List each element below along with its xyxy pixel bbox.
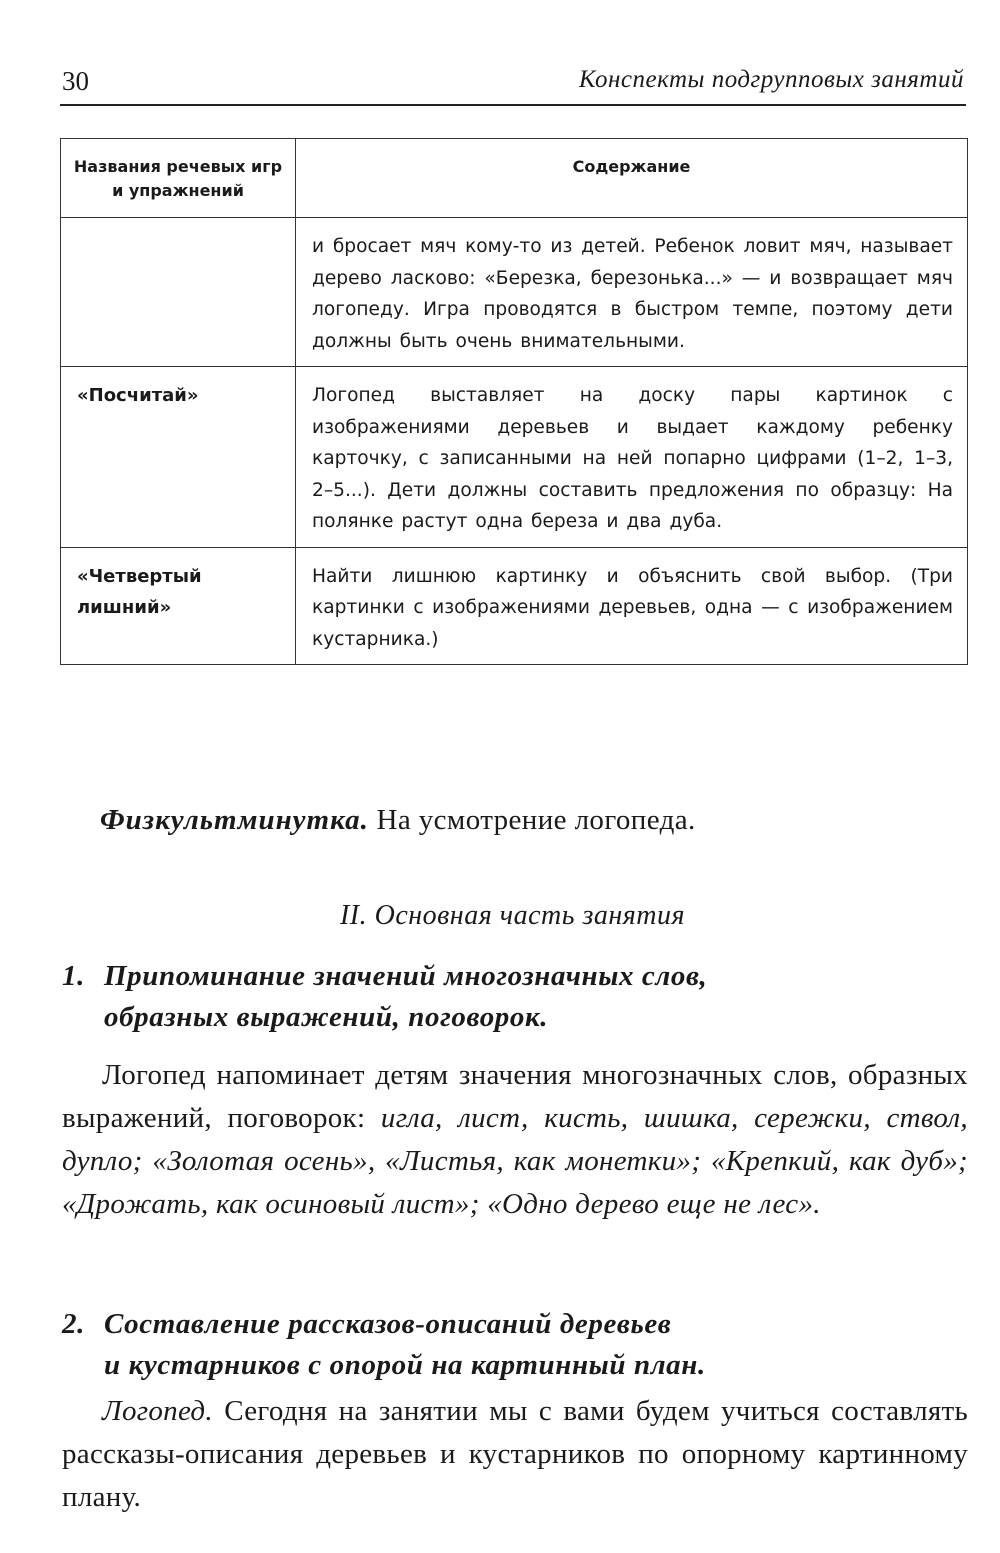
item-1-paragraph <box>62 1054 968 1226</box>
game-content-cell: Найти лишнюю картинку и объяснить свой выбор. (Три картинки с изображениями деревьев, одна — с изображением кустарника.) <box>296 547 968 665</box>
item-2-heading-line-2: и кустарников с опорой на картинный план. <box>104 1349 706 1381</box>
fizkultminutka-text: На усмотрение логопеда. <box>376 804 696 836</box>
item-1-number: 1. <box>62 960 85 992</box>
header-divider <box>60 104 966 106</box>
item-2-speaker: Логопед. <box>102 1395 213 1427</box>
item-2-paragraph <box>62 1390 968 1519</box>
item-1-heading-line-1: Припоминание значений многозначных слов, <box>104 960 708 992</box>
column-header-content: Содержание <box>296 139 968 218</box>
game-name-cell: «Посчитай» <box>61 367 296 548</box>
running-head: Конспекты подгрупповых занятий <box>578 66 964 93</box>
game-content-cell: и бросает мяч кому-то из детей. Ребенок ловит мяч, называет дерево ласково: «Березка, березонька...» — и возвращает мяч логопеду. Игра проводятся в быстром темпе, поэтому дети должны быть очень внимательными. <box>296 218 968 367</box>
item-2-heading <box>62 1304 706 1386</box>
item-2-text: Сегодня на занятии мы с вами будем учиться составлять рассказы-описания деревьев и кустарников по опорному картинному плану. <box>62 1395 968 1513</box>
item-2-number: 2. <box>62 1308 85 1340</box>
game-content-cell: Логопед выставляет на доску пары картинок с изображениями деревьев и выдает каждому ребенку карточку, с записанными на ней попарно цифрами (1–2, 1–3, 2–5...). Дети должны составить предложения по образцу: На полянке растут одна береза и два дуба. <box>296 367 968 548</box>
item-1-heading <box>62 956 707 1038</box>
table-row <box>61 547 968 665</box>
game-name-cell: «Четвертый лишний» <box>61 547 296 665</box>
fizkultminutka-paragraph <box>100 804 696 837</box>
table-header-row <box>61 139 968 218</box>
game-name-cell <box>61 218 296 367</box>
page-number: 30 <box>62 66 89 96</box>
table-row <box>61 218 968 367</box>
item-1-text-examples: игла, лист, кисть, шишка, сережки, ствол, дупло; «Золотая осень», «Листья, как монетки»; «Крепкий, как дуб»; «Дрожать, как осиновый лист»; «Одно дерево еще не лес». <box>62 1102 968 1220</box>
section-title: II. Основная часть занятия <box>339 900 686 931</box>
speech-games-table <box>60 138 968 665</box>
column-header-games: Названия речевых игр и упражнений <box>61 139 296 218</box>
item-2-heading-line-1: Составление рассказов-описаний деревьев <box>104 1308 672 1340</box>
item-1-heading-line-2: образных выражений, поговорок. <box>104 1001 549 1033</box>
item-1-text-intro: Логопед напоминает детям значения многозначных слов, образных выражений, поговорок: <box>62 1059 968 1134</box>
fizkultminutka-label: Физкультминутка. <box>100 804 369 836</box>
table-row <box>61 367 968 548</box>
